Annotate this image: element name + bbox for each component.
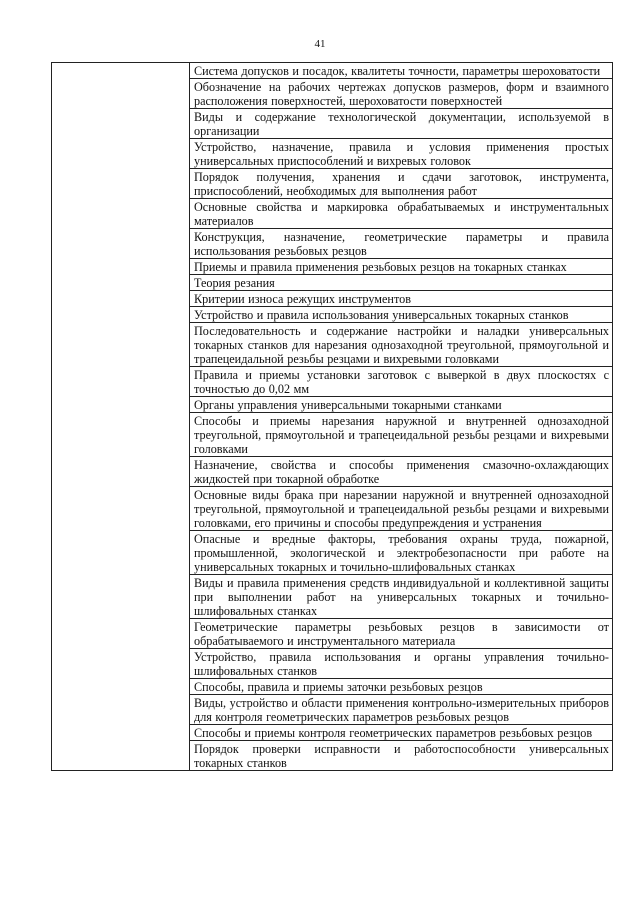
table-cell: Способы и приемы нарезания наружной и внутренней однозаходной треугольной, прямоугольной и трапецеидальной резьбы резцами и вихревыми головками <box>190 413 613 457</box>
table-cell: Опасные и вредные факторы, требования охраны труда, пожарной, промышленной, экологической и электробезопасности при работе на универсальных токарных и точильно-шлифовальных станках <box>190 531 613 575</box>
table-row <box>52 63 613 79</box>
table-cell: Порядок проверки исправности и работоспособности универсальных токарных станков <box>190 741 613 771</box>
table-cell: Правила и приемы установки заготовок с выверкой в двух плоскостях с точностью до 0,02 мм <box>190 367 613 397</box>
table-cell: Порядок получения, хранения и сдачи заготовок, инструмента, приспособлений, необходимых для выполнения работ <box>190 169 613 199</box>
table-cell: Назначение, свойства и способы применения смазочно-охлаждающих жидкостей при токарной обработке <box>190 457 613 487</box>
table-cell: Способы и приемы контроля геометрических параметров резьбовых резцов <box>190 725 613 741</box>
table-cell: Система допусков и посадок, квалитеты точности, параметры шероховатости <box>190 63 613 79</box>
table-cell: Устройство и правила использования универсальных токарных станков <box>190 307 613 323</box>
table-cell: Теория резания <box>190 275 613 291</box>
table-cell: Устройство, назначение, правила и условия применения простых универсальных приспособлений и вихревых головок <box>190 139 613 169</box>
table-cell: Приемы и правила применения резьбовых резцов на токарных станках <box>190 259 613 275</box>
table-cell: Основные виды брака при нарезании наружной и внутренней однозаходной треугольной, прямоугольной и трапецеидальной резьбы резцами и вихревыми головками, его причины и способы предупреждения и устранения <box>190 487 613 531</box>
label-cell <box>52 63 190 771</box>
table-cell: Геометрические параметры резьбовых резцов в зависимости от обрабатываемого и инструментального материала <box>190 619 613 649</box>
table-cell: Обозначение на рабочих чертежах допусков размеров, форм и взаимного расположения поверхностей, шероховатости поверхностей <box>190 79 613 109</box>
table-cell: Виды и правила применения средств индивидуальной и коллективной защиты при выполнении работ на универсальных токарных и точильно-шлифовальных станках <box>190 575 613 619</box>
knowledge-table <box>51 62 613 771</box>
table-cell: Критерии износа режущих инструментов <box>190 291 613 307</box>
table-cell: Виды, устройство и области применения контрольно-измерительных приборов для контроля геометрических параметров резьбовых резцов <box>190 695 613 725</box>
table-cell: Органы управления универсальными токарными станками <box>190 397 613 413</box>
page-number: 41 <box>314 38 326 50</box>
table-cell: Конструкция, назначение, геометрические параметры и правила использования резьбовых резцов <box>190 229 613 259</box>
table-cell: Способы, правила и приемы заточки резьбовых резцов <box>190 679 613 695</box>
table-cell: Основные свойства и маркировка обрабатываемых и инструментальных материалов <box>190 199 613 229</box>
table-cell: Последовательность и содержание настройки и наладки универсальных токарных станков для нарезания однозаходной треугольной, прямоугольной и трапецеидальной резьбы резцами и вихревыми головками <box>190 323 613 367</box>
table-cell: Устройство, правила использования и органы управления точильно-шлифовальных станков <box>190 649 613 679</box>
table-cell: Виды и содержание технологической документации, используемой в организации <box>190 109 613 139</box>
